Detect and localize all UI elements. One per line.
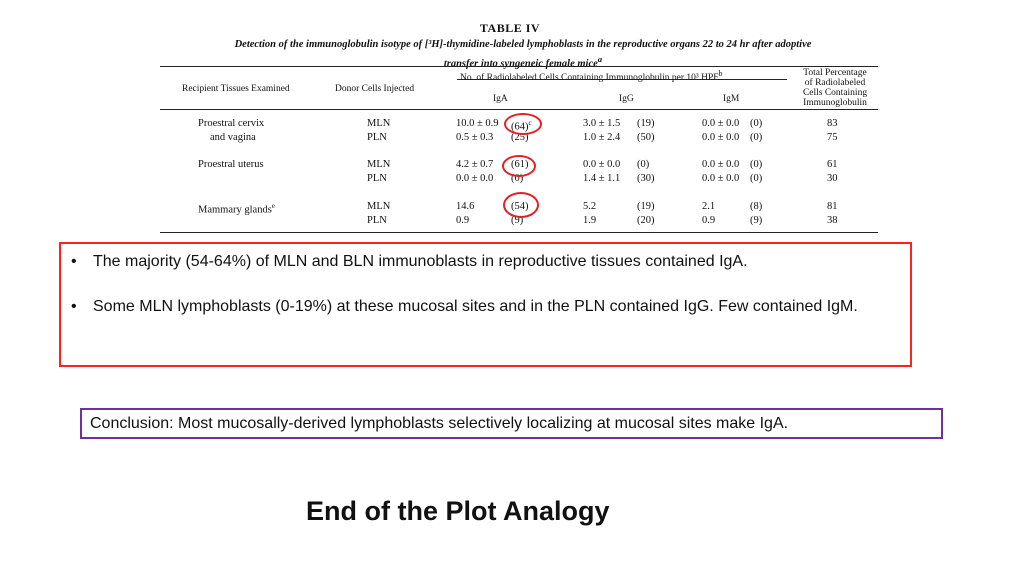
row-1-igg: 1.0 ± 2.4 — [583, 132, 621, 143]
table-rule-header — [160, 109, 878, 110]
findings-box — [59, 242, 912, 367]
header-igg: IgG — [619, 94, 634, 104]
caption-footnote: a — [597, 54, 603, 64]
row-2-igm-pct: (0) — [750, 159, 763, 170]
row-5-total: 38 — [827, 215, 838, 226]
finding-1-text: The majority (54-64%) of MLN and BLN immunoblasts in reproductive tissues contained IgA. — [93, 253, 748, 270]
conclusion-box — [80, 408, 943, 439]
row-3-igm-pct: (0) — [750, 173, 763, 184]
row-4-igg: 5.2 — [583, 201, 597, 212]
row-1-iga-pct: (25) — [511, 132, 529, 143]
table-rule-bottom — [160, 232, 878, 233]
row-4-igg-pct: (19) — [637, 201, 655, 212]
table-image — [160, 18, 880, 233]
highlight-ring-61 — [502, 155, 536, 177]
header-donor: Donor Cells Injected — [335, 84, 415, 94]
row-0-iga-pct: $(64)^c$ — [511, 119, 532, 133]
row-4-donor: MLN — [367, 201, 391, 212]
header-tissue: Recipient Tissues Examined — [182, 84, 290, 94]
table-rule-group — [457, 79, 787, 80]
highlight-ring-64 — [504, 113, 542, 135]
row-5-igm-pct: (9) — [750, 215, 763, 226]
row-3-iga: 0.0 ± 0.0 — [456, 173, 494, 184]
row-5-igm: 0.9 — [702, 215, 716, 226]
header-total: Total Percentage of Radiolabeled Cells Containing Immunoglobulin — [802, 68, 868, 108]
row-1-tissue: and vagina — [210, 132, 256, 143]
row-2-iga-pct: (61) — [511, 159, 529, 170]
row-4-igm-pct: (8) — [750, 201, 763, 212]
row-2-iga: 4.2 ± 0.7 — [456, 159, 494, 170]
header-igm: IgM — [723, 94, 740, 104]
row-0-tissue: Proestral cervix — [198, 118, 265, 129]
bullet-dot: • — [71, 298, 77, 315]
row-0-igm-pct: (0) — [750, 118, 763, 129]
row-2-tissue: Proestral uterus — [198, 159, 264, 170]
row-5-iga-pct: (9) — [511, 215, 524, 226]
row-4-iga-pct: (54) — [511, 201, 529, 212]
row-0-donor: MLN — [367, 118, 391, 129]
conclusion-text: Conclusion: Most mucosally-derived lymphoblasts selectively localizing at mucosal sites make IgA. — [90, 415, 789, 432]
row-2-igg-pct: (0) — [637, 159, 650, 170]
bullet-dot: • — [71, 253, 77, 270]
end-title: End of the Plot Analogy — [306, 496, 610, 526]
table-title: TABLE IV — [479, 21, 541, 35]
finding-2-text: Some MLN lymphoblasts (0-19%) at these mucosal sites and in the PLN contained IgG. Few contained IgM. — [93, 298, 858, 315]
row-1-igm-pct: (0) — [750, 132, 763, 143]
finding-1 — [71, 251, 893, 273]
row-0-igm: 0.0 ± 0.0 — [702, 118, 740, 129]
row-0-total: 83 — [827, 118, 838, 129]
row-5-iga: 0.9 — [456, 215, 470, 226]
row-1-igg-pct: (50) — [637, 132, 655, 143]
table-rule-top — [160, 66, 878, 67]
finding-2 — [71, 296, 893, 318]
header-iga: IgA — [493, 94, 508, 104]
row-0-igg: 3.0 ± 1.5 — [583, 118, 621, 129]
row-4-igm: 2.1 — [702, 201, 716, 212]
row-3-igg-pct: (30) — [637, 173, 655, 184]
row-0-iga: 10.0 ± 0.9 — [456, 118, 499, 129]
row-2-total: 61 — [827, 159, 838, 170]
row-5-igg-pct: (20) — [637, 215, 655, 226]
row-1-iga: 0.5 ± 0.3 — [456, 132, 494, 143]
row-5-igg: 1.9 — [583, 215, 597, 226]
row-1-igm: 0.0 ± 0.0 — [702, 132, 740, 143]
highlight-ring-54 — [503, 192, 539, 218]
row-3-igm: 0.0 ± 0.0 — [702, 173, 740, 184]
row-4-tissue: Mammary glands$^e$ — [198, 202, 275, 216]
row-3-iga-pct: (0) — [511, 173, 524, 184]
group-header: No. of Radiolabeled Cells Containing Immunoglobulin per 10³ HPF$^b$ — [460, 69, 723, 84]
row-0-igg-pct: (19) — [637, 118, 655, 129]
row-3-total: 30 — [827, 173, 838, 184]
row-5-donor: PLN — [367, 215, 387, 226]
row-4-total: 81 — [827, 201, 838, 212]
row-1-donor: PLN — [367, 132, 387, 143]
row-3-donor: PLN — [367, 173, 387, 184]
caption-line-2: transfer into syngeneic female mice — [443, 58, 598, 70]
row-1-total: 75 — [827, 132, 838, 143]
row-3-igg: 1.4 ± 1.1 — [583, 173, 621, 184]
row-4-iga: 14.6 — [456, 201, 475, 212]
caption-line-1: Detection of the immunoglobulin isotype of [³H]-thymidine-labeled lymphoblasts in the reproductive organs 22 to 24 hr after adoptive — [234, 39, 812, 50]
row-2-donor: MLN — [367, 159, 391, 170]
row-2-igg: 0.0 ± 0.0 — [583, 159, 621, 170]
row-2-igm: 0.0 ± 0.0 — [702, 159, 740, 170]
